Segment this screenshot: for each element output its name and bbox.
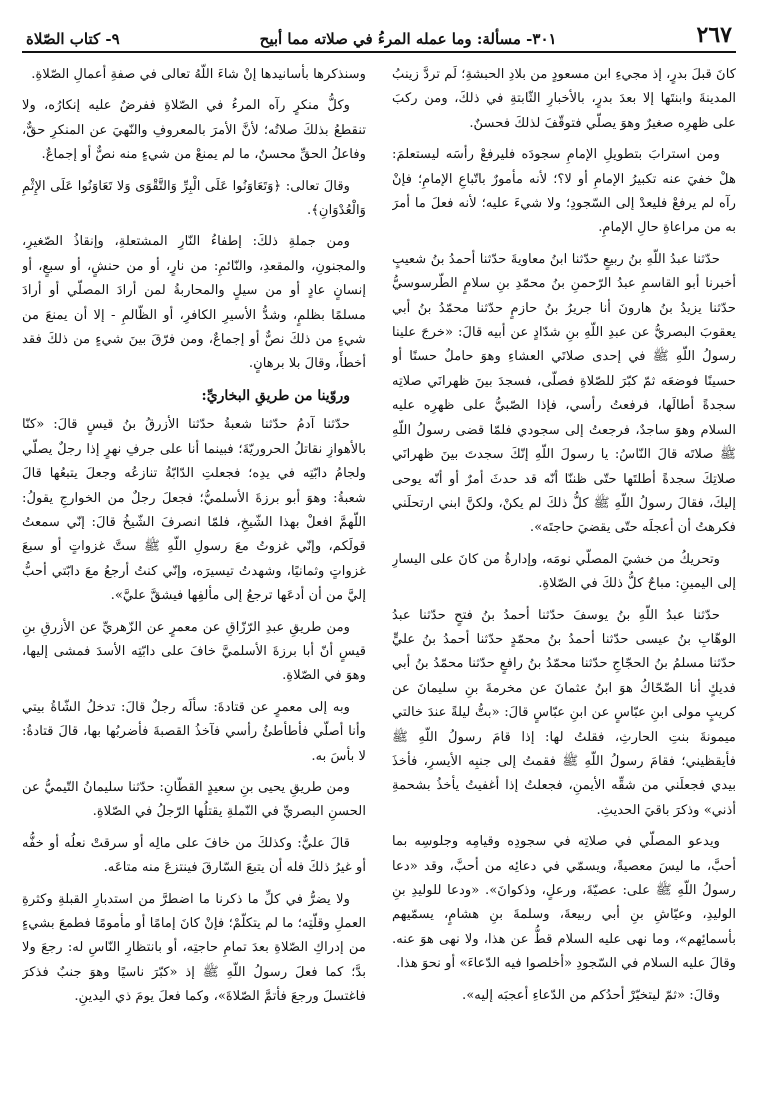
running-title: ٣٠١- مسألة: وما عمله المرءُ في صلاته مما أبيح — [259, 30, 557, 48]
text-columns — [22, 63, 736, 1103]
right-column — [392, 63, 736, 1103]
paragraph: ويدعو المصلّي في صلاتِه في سجودِه وقيامِه وجلوسِه بما أحبَّ، ما ليسَ معصيةً، ويسمّي في دعائِه من أحبَّ، وقد «دعا رسولُ اللّهِ ﷺ على: عصيّةَ، ورعلٍ، وذكوانَ». «ودعا للوليدِ بنِ الوليدِ، وعيّاشِ بنِ أبي ربيعةَ، وسلمةَ بنِ هشامٍ، يسمّيهم بأسمائِهم»، وما نهى عليه السلام قطُّ عن هذا، ولا نهى هوَ عنه. وقالَ عليه السلام في السّجودِ «أخلصوا فيه الدّعاءَ» أو نحوَ هذا. — [392, 834, 736, 972]
hadith-paragraph: حدّثنا عبدُ اللّهِ بنُ ربيعٍ حدّثنا ابنُ معاويةَ حدّثنا أحمدُ بنُ شعيبٍ أخبرنا أبو القاسمِ عبدُ الرّحمنِ بنُ محمّدِ بنِ سلامٍ الطّرسوسيُّ حدّثنا يزيدُ بنُ هارونَ أنا جريرُ بنُ حازمٍ حدّثنا محمّدُ بنُ أبي يعقوبَ البصريُّ عن عبدِ اللّهِ بنِ شدّادٍ عن أبيه قالَ: «خرجَ علينا رسولُ اللّهِ ﷺ في إحدى صلاتَي العشاءِ وهوَ حاملٌ حسنًا أو حسينًا فوضعَه ثمّ كبّرَ للصّلاةِ فصلّى، فسجدَ بينَ ظهرانَي صلاتِه سجدةً أطالَها، فرفعتُ رأسي، فإذا الصّبيُّ على ظهرِه عليه السلام وهوَ ساجدٌ، فرجعتُ إلى سجودي فلمّا قضى رسولُ اللّهِ ﷺ صلاتَه قالَ النّاسُ: يا رسولَ اللّهِ إنّكَ سجدتَ بينَ ظهرانَي صلاتِكَ سجدةً أطلتَها حتّى ظننّا أنّه قد حدثَ أمرٌ أو أنّه يوحى إليكَ، فقالَ رسولُ اللّهِ ﷺ كلُّ ذلكَ لم يكنْ، ولكنَّ ابني ارتحلَني فكرهتُ أن أعجلَه حتّى يقضيَ حاجتَه». — [392, 251, 736, 536]
paragraph: قالَ عليٌّ: وكذلكَ من خافَ على مالِه أو سرقتْ نعلُه أو خفُّه أو غيرُ ذلكَ فله أن يتبعَ السّارقَ فينتزعَ منه متاعَه. — [22, 835, 366, 876]
paragraph: وسنذكرها بأسانيدها إنْ شاءَ اللّهُ تعالى في صفةِ أعمالِ الصّلاةِ. — [31, 67, 366, 82]
paragraph: وكلُّ منكرٍ رآه المرءُ في الصّلاةِ ففرضٌ عليه إنكارُه، ولا تنقطعُ بذلكَ صلاتُه؛ لأنَّ الأمرَ بالمعروفِ والنّهيَ عن المنكرِ حقٌّ، وفاعلُ الحقِّ محسنٌ، ما لم يمنعْ من شيءٍ منه نصٌّ أو إجماعٌ. — [22, 98, 366, 163]
hadith-paragraph: ولا يضرُّ في كلِّ ما ذكرنا ما اضطرَّ من استدبارِ القبلةِ وكثرةِ العملِ وقلّتِه؛ ما لم يتكلّمْ؛ فإنْ كانَ إمامًا أو مأمومًا فطمعَ بشيءٍ من إدراكِ الصّلاةِ بعدَ تمامِ حاجتِه، أو بانتظارِ النّاسِ له: رجعَ ولا بدَّ؛ كما فعلَ رسولُ اللّهِ ﷺ إذ «كبّرَ ناسيًا وهوَ جنبٌ فذكرَ فاغتسلَ ورجعَ فأتمَّ الصّلاةَ»، وكما فعلَ يومَ ذي اليدينِ. — [22, 891, 366, 1005]
paragraph: وبه إلى معمرٍ عن قتادةَ: سألَه رجلٌ قالَ: تدخلُ الشّاةُ بيتي وأنا أصلّي فأطأطئُ رأسي فآخذُ القصبةَ فأضربُها بها، قالَ قتادةُ: لا بأسَ به. — [22, 699, 366, 764]
left-column — [22, 63, 366, 1103]
paragraph: وقالَ: «ثمّ ليتخيّرْ أحدُكم من الدّعاءِ أعجبَه إليه». — [462, 987, 720, 1003]
paragraph: ومن طريقِ عبدِ الرّزّاقِ عن معمرٍ عن الزّهريِّ عن الأزرقِ بنِ قيسٍ أنّ أبا برزةَ الأسلميَّ خافَ على دابّتِه الأسدَ فمشى إليها، وهوَ في الصّلاةِ. — [22, 619, 366, 684]
hadith-paragraph: حدّثنا عبدُ اللّهِ بنُ يوسفَ حدّثنا أحمدُ بنُ فتحٍ حدّثنا عبدُ الوهّابِ بنُ عيسى حدّثنا أحمدُ بنُ محمّدٍ حدّثنا أحمدُ بنُ عليٍّ حدّثنا مسلمُ بنُ الحجّاجِ حدّثنا محمّدُ بنُ رافعٍ حدّثنا محمّدُ بنُ أبي فديكٍ أنا الضّحّاكُ هوَ ابنُ عثمانَ عن مخرمةَ بنِ سليمانَ عن كريبٍ مولى ابنِ عبّاسٍ عن ابنِ عبّاسٍ قالَ: «بتُّ ليلةً عندَ خالتي ميمونةَ بنتِ الحارثِ، فقلتُ لها: إذا قامَ رسولُ اللّهِ ﷺ فأيقظيني؛ فقامَ رسولُ اللّهِ ﷺ فقمتُ إلى جنبِه الأيسرِ، فأخذَ بيدي فجعلَني من شقِّه الأيمنِ، فجعلتُ إذا أغفيتُ يأخذُ بشحمةِ أذني» وذكرَ باقيَ الحديثِ. — [392, 607, 736, 818]
paragraph: كانَ قبلَ بدرٍ، إذ مجيءِ ابن مسعودٍ من بلادِ الحبشةِ؛ لَم تردَّ زينبُ المدينةَ وابنتَها إلا بعدَ بدرٍ، بالأخبارِ الثّابتةِ في ذلكَ، ومن ركبَ على ظهرِه صغيرٌ وهوَ يصلّي فتوقّفَ لذلكَ فحسنٌ. — [392, 67, 736, 131]
paragraph: ومن استرابَ بتطويلِ الإمامِ سجودَه فليرفعْ رأسَه ليستعلمَ: هلْ خفيَ عنه تكبيرُ الإمامِ أو لا؟؛ لأنه مأمورٌ باتّباعِ الإمامِ؛ فإنْ رآه لم يرفعْ فليعدْ إلى السّجودِ؛ ولا شيءَ عليه؛ لأنه فعلَ ما أمرَ به من مراعاةِ حالِ الإمامِ. — [392, 147, 736, 236]
hadith-paragraph: حدّثنا آدمُ حدّثنا شعبةُ حدّثنا الأزرقُ بنُ قيسٍ قالَ: «كنّا بالأهوازِ نقاتلُ الحروريّةَ؛ فبينما أنا على جرفِ نهرٍ إذا رجلٌ يصلّي ولجامُ دابّتِه في يدِه؛ فجعلتِ الدّابّةُ تنازعُه وجعلَ يتبعُها قالَ شعبةُ: وهوَ أبو برزةَ الأسلميُّ؛ فجعلَ رجلٌ من الخوارجِ يقولُ: اللّهمَّ افعلْ بهذا الشّيخِ، فلمّا انصرفَ الشّيخُ قالَ: إنّي سمعتُ قولَكم، وإنّي غزوتُ معَ رسولِ اللّهِ ﷺ ستَّ غزواتٍ أو سبعَ غزواتٍ وثمانيًا، وشهدتُ تيسيرَه، وإنّي كنتُ أرجعُ معَ دابّتي أحبُّ إليَّ من أن أدعَها ترجعُ إلى مألفِها فيشقَّ عليَّ». — [22, 417, 366, 604]
paragraph: ومن جملةِ ذلكَ: إطفاءُ النّارِ المشتعلةِ، وإنقاذُ الصّغيرِ، والمجنونِ، والمقعدِ، والنّائمِ: من نارٍ، أو من حنشٍ، أو سبعٍ، أو إنسانٍ عادٍ أو من سيلٍ والمحاربةُ لمن أرادَ المصلّي أو أرادَ مسلمًا بظلمٍ، وشدُّ الأسيرِ الكافرِ، أو الظّالمِ - إلا أن يمنعَ من شيءٍ من ذلكَ نصٌّ أو إجماعٌ، ومن فرّقَ بينَ شيءٍ من ذلكَ فقد أخطأَ، وقالَ بلا برهانٍ. — [22, 234, 366, 372]
book-title: ٩- كتاب الصّلاة — [26, 30, 120, 48]
paragraph: ومن طريقِ يحيى بنِ سعيدٍ القطّانِ: حدّثنا سليمانُ التّيميُّ عن الحسنِ البصريِّ في النّملةِ يقتلُها الرّجلُ في الصّلاةِ. — [22, 779, 366, 820]
section-heading: وروّينا من طريقِ البخاريِّ: — [201, 387, 350, 404]
page-number: ٢٦٧ — [696, 22, 732, 48]
quran-quote: وقالَ تعالى: ﴿وَتَعَاوَنُوا عَلَى الْبِرِّ وَالتَّقْوَى وَلا تَعَاوَنُوا عَلَى الإِثْمِ وَالْعُدْوَانِ﴾. — [22, 178, 366, 219]
running-header — [22, 14, 736, 53]
paragraph: وتحريكُ من خشيَ المصلّي نومَه، وإدارةُ من كانَ على اليسارِ إلى اليمينِ: مباحٌ كلُّ ذلكَ في الصّلاةِ. — [392, 551, 736, 592]
